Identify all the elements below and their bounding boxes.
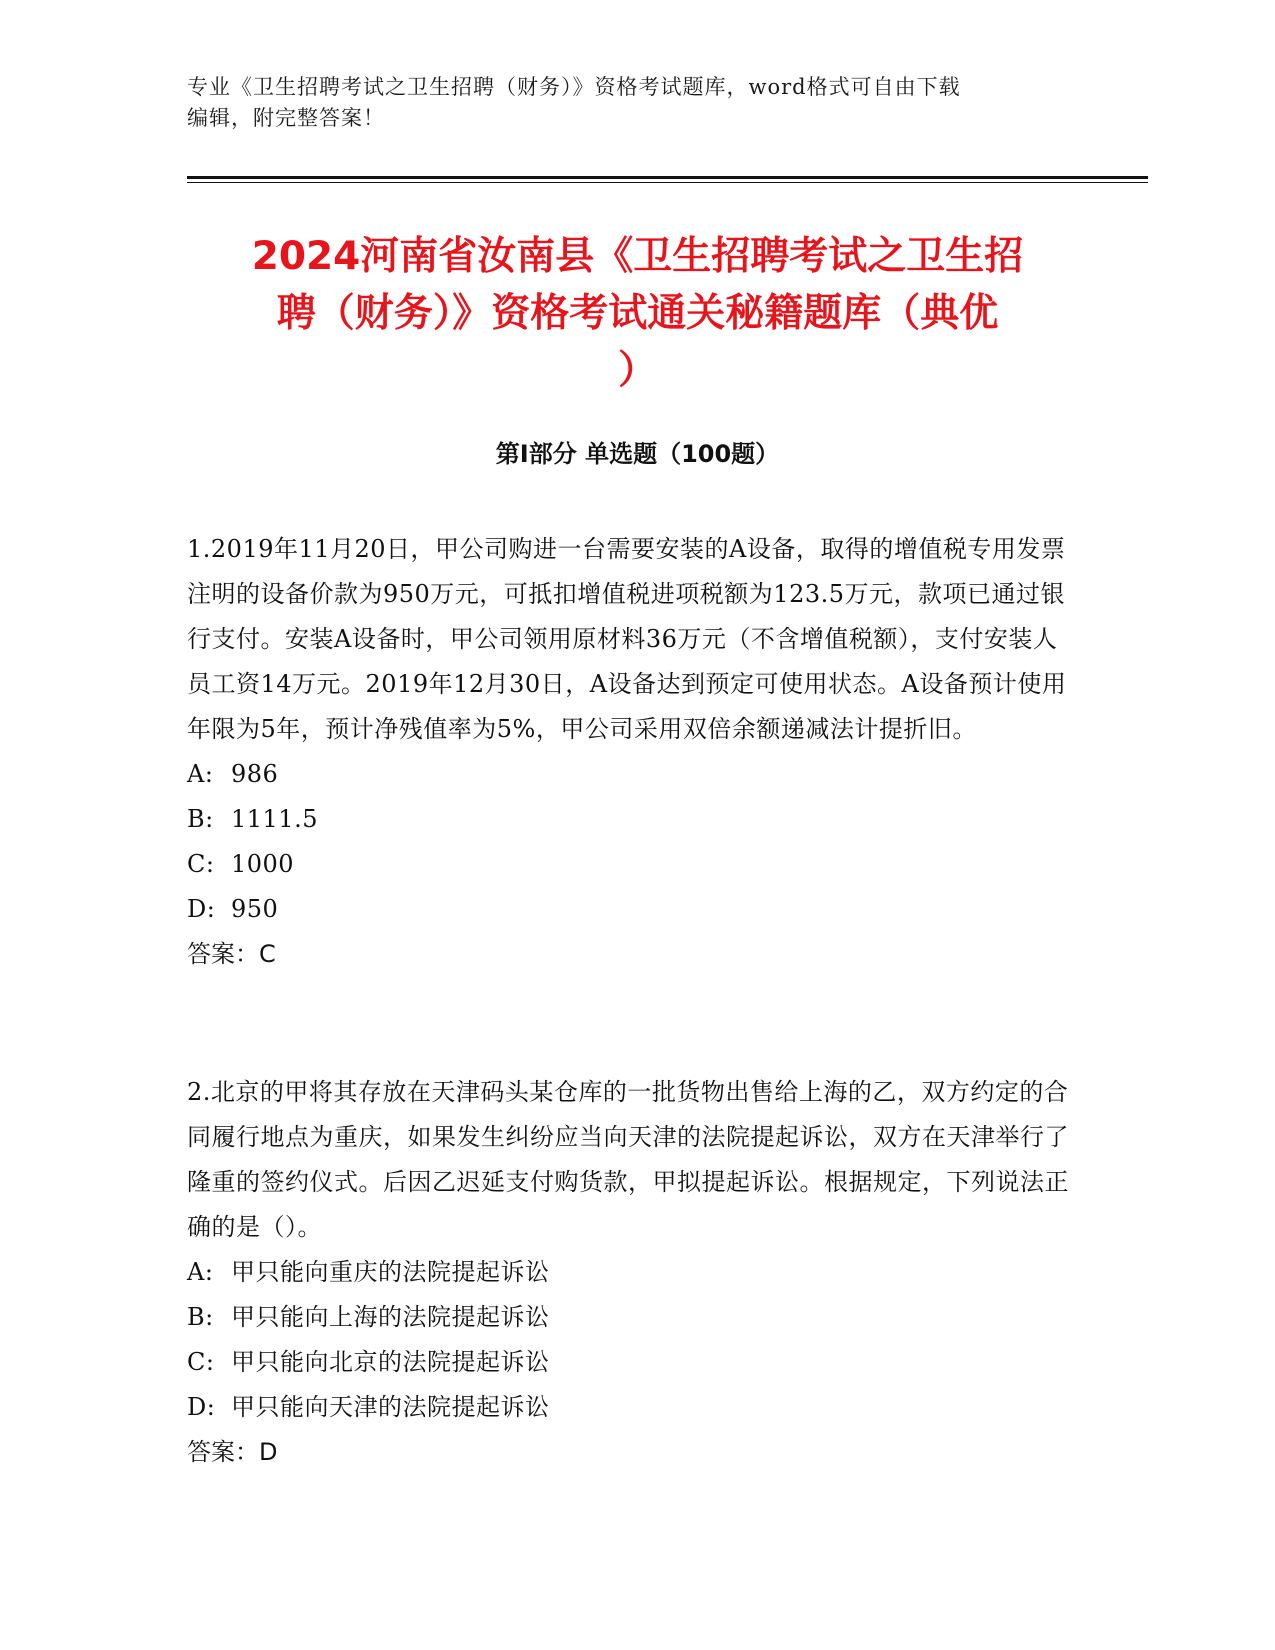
question-stem: 2.北京的甲将其存放在天津码头某仓库的一批货物出售给上海的乙，双方约定的合同履行地点为重庆，如果发生纠纷应当向天津的法院提起诉讼，双方在天津举行了隆重的签约仪式。后因乙迟延支付购货款，甲拟提起诉讼。根据规定，下列说法正确的是（）。 — [187, 1078, 1069, 1241]
option-c — [187, 842, 1077, 887]
option-b — [187, 797, 1077, 842]
option-letter: D: — [187, 1393, 216, 1421]
option-letter: C: — [187, 850, 215, 878]
answer-line: 答案：C — [187, 940, 276, 968]
option-text: 甲只能向北京的法院提起诉讼 — [231, 1348, 550, 1376]
answer-line: 答案：D — [187, 1438, 278, 1466]
option-letter: B: — [187, 1303, 214, 1331]
header-divider-thick — [187, 176, 1148, 179]
option-text: 1111.5 — [231, 805, 318, 833]
title-line3: ） — [617, 348, 657, 393]
option-text: 1000 — [231, 850, 295, 878]
option-letter: A: — [187, 760, 214, 788]
option-text: 甲只能向上海的法院提起诉讼 — [231, 1303, 550, 1331]
question-1 — [187, 527, 1077, 977]
title-line2: 聘（财务）》资格考试通关秘籍题库（典优 — [276, 291, 999, 336]
option-a — [187, 752, 1077, 797]
question-2 — [187, 1070, 1077, 1475]
title-line1: 2024河南省汝南县《卫生招聘考试之卫生招 — [251, 234, 1024, 279]
option-letter: A: — [187, 1258, 214, 1286]
option-text: 甲只能向重庆的法院提起诉讼 — [231, 1258, 550, 1286]
option-a — [187, 1250, 1077, 1295]
header-note-line2: 编辑，附完整答案！ — [187, 106, 385, 130]
option-b — [187, 1295, 1077, 1340]
option-d — [187, 1385, 1077, 1430]
header-divider-thin — [187, 182, 1148, 183]
section-title: 第Ⅰ部分 单选题（100题） — [495, 440, 780, 468]
option-letter: C: — [187, 1348, 215, 1376]
option-text: 986 — [231, 760, 279, 788]
option-text: 950 — [231, 895, 279, 923]
document-title — [150, 228, 1125, 399]
option-letter: B: — [187, 805, 214, 833]
header-note-line1: 专业《卫生招聘考试之卫生招聘（财务）》资格考试题库，word格式可自由下载 — [187, 75, 961, 99]
option-text: 甲只能向天津的法院提起诉讼 — [231, 1393, 550, 1421]
option-letter: D: — [187, 895, 216, 923]
question-stem: 1.2019年11月20日，甲公司购进一台需要安装的A设备，取得的增值税专用发票注明的设备价款为950万元，可抵扣增值税进项税额为123.5万元，款项已通过银行支付。安装A设备时，甲公司领用原材料36万元（不含增值税额），支付安装人员工资14万元。2019年12月30日，A设备达到预定可使用状态。A设备预计使用年限为5年，预计净残值率为5%，甲公司采用双倍余额递减法计提折旧。 — [187, 535, 1067, 743]
option-c — [187, 1340, 1077, 1385]
header-note — [187, 72, 1087, 134]
option-d — [187, 887, 1077, 932]
